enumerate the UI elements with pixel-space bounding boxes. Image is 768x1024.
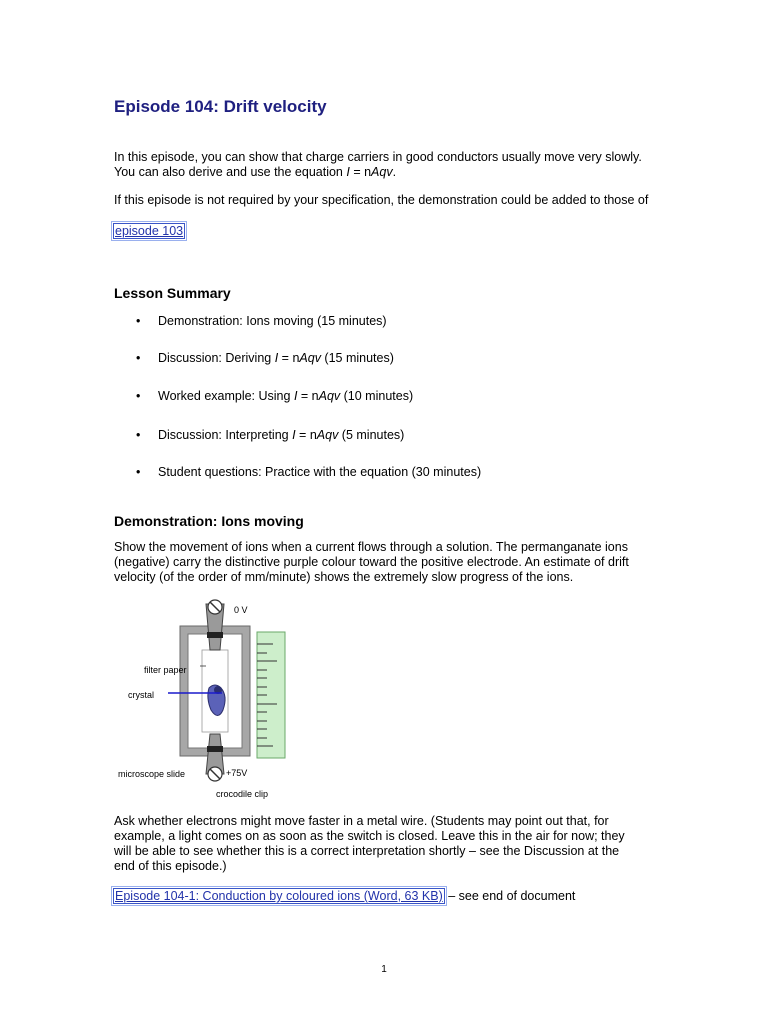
episode-103-link-wrapper <box>113 224 185 239</box>
equation-symbol-aqv: Aqv <box>299 351 321 365</box>
list-item-text-part: Demonstration: Ions moving (15 minutes) <box>158 314 387 328</box>
list-item-text-part: (5 minutes) <box>338 428 405 442</box>
list-item-text-part: Worked example: Using <box>158 389 294 403</box>
specification-note: If this episode is not required by your specification, the demonstration could be added to those of <box>114 193 649 207</box>
lesson-summary-heading: Lesson Summary <box>114 285 231 301</box>
list-item-text <box>158 314 387 329</box>
electron-speed-paragraph: Ask whether electrons might move faster in a metal wire. (Students may point out that, for example, a light comes on as soon as the switch is closed. Leave this in the air for now; they will be able to see whether this is a correct interpretation shortly – see the Discussion at the end of this episode.) <box>114 814 625 873</box>
episode-103-link[interactable]: episode 103 <box>115 224 184 238</box>
page-title: Episode 104: Drift velocity <box>114 97 327 116</box>
bullet-icon: • <box>136 351 141 365</box>
episode-104-1-link[interactable]: Episode 104-1: Conduction by coloured ions (Word, 63 KB) <box>115 889 443 903</box>
filter-paper-label: filter paper <box>144 665 187 675</box>
list-item-text-part: Discussion: Deriving <box>158 351 275 365</box>
bullet-icon: • <box>136 428 141 442</box>
equation-text: = n <box>297 389 319 403</box>
page-number: 1 <box>381 964 387 975</box>
equation-symbol-i: I <box>274 351 279 365</box>
equation-text: = n <box>295 428 317 442</box>
list-item-text <box>158 428 404 443</box>
list-item-text-part: Discussion: Interpreting <box>158 428 293 442</box>
zero-volt-label: 0 V <box>234 605 248 615</box>
intro-line-2 <box>114 165 654 180</box>
equation-text: = n <box>349 165 372 179</box>
microscope-slide-label: microscope slide <box>118 769 186 779</box>
equation-symbol-aqv: Aqv <box>318 389 341 403</box>
ruler-scale <box>257 632 285 758</box>
ion-migration-diagram <box>110 588 310 803</box>
equation-text: = n <box>278 351 300 365</box>
crocodile-clip-label: crocodile clip <box>216 789 269 799</box>
list-item-text <box>158 351 394 366</box>
intro-line-1: In this episode, you can show that charge carriers in good conductors usually move very slowly. <box>114 150 642 164</box>
plus-75v-label: +75V <box>226 768 248 778</box>
equation-symbol-i: I <box>293 389 298 403</box>
equation-symbol-aqv: Aqv <box>316 428 339 442</box>
list-item-text-part: (10 minutes) <box>340 389 414 403</box>
intro-line-2-text: You can also derive and use the equation <box>114 165 347 179</box>
intro-paragraph <box>114 150 654 180</box>
list-item-text-part: Student questions: Practice with the equation (30 minutes) <box>158 465 482 479</box>
resource-line <box>113 889 575 904</box>
equation-suffix: . <box>392 165 397 179</box>
demonstration-heading: Demonstration: Ions moving <box>114 513 304 529</box>
list-item-text <box>158 389 413 404</box>
bullet-icon: • <box>136 465 141 479</box>
list-item-text <box>158 465 481 480</box>
equation-symbol-aqv: Aqv <box>371 165 393 179</box>
demonstration-paragraph: Show the movement of ions when a current flows through a solution. The permanganate ions (negative) carry the distinctive purple colour toward the positive electrode. An estimate of drift velocity (of the order of mm/minute) shows the extremely slow progress of the ions. <box>114 540 629 584</box>
bullet-icon: • <box>136 389 141 403</box>
list-item-text-part: (15 minutes) <box>320 351 394 365</box>
bullet-icon: • <box>136 314 141 328</box>
resource-suffix: – see end of document <box>444 889 576 903</box>
equation-symbol-i: I <box>346 165 350 179</box>
crystal-label: crystal <box>128 690 155 700</box>
equation-symbol-i: I <box>292 428 296 442</box>
